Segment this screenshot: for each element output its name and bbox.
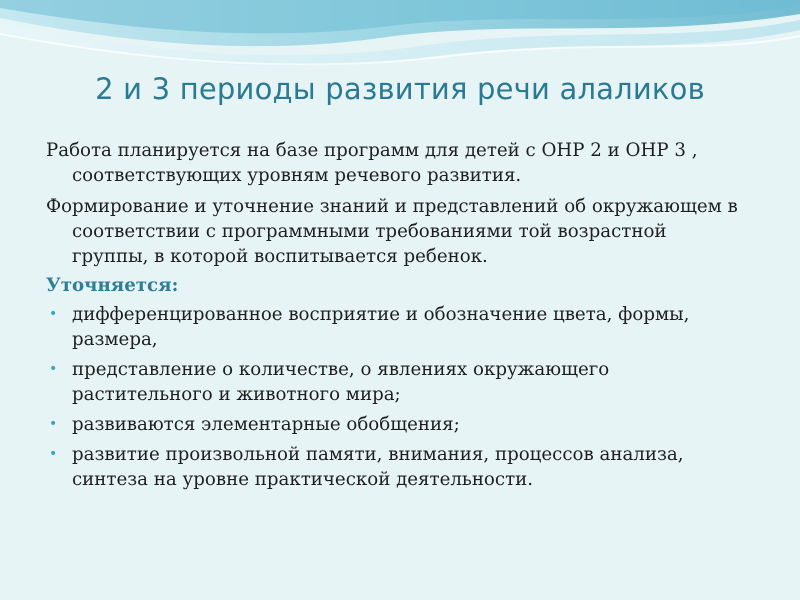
bullet-item	[46, 412, 746, 437]
bullet-text: развиваются элементарные обобщения;	[72, 414, 460, 435]
bullet-item	[46, 302, 746, 352]
bullet-icon: •	[49, 306, 58, 322]
slide-title: 2 и 3 периоды развития речи алаликов	[95, 72, 705, 106]
decorative-waves	[0, 0, 800, 80]
bullet-icon: •	[49, 446, 58, 462]
bullet-icon: •	[49, 416, 58, 432]
slide-content	[46, 138, 746, 497]
bullet-icon: •	[49, 361, 58, 377]
bullet-item	[46, 442, 746, 492]
subheading: Уточняется:	[46, 275, 179, 296]
bullet-text: дифференцированное восприятие и обозначение цвета, формы, размера,	[72, 304, 690, 350]
bullet-text: развитие произвольной памяти, внимания, процессов анализа, синтеза на уровне практической деятельности.	[72, 444, 684, 490]
bullet-item	[46, 357, 746, 407]
bullet-text: представление о количестве, о явлениях окружающего растительного и животного мира;	[72, 359, 610, 405]
paragraph: Формирование и уточнение знаний и представлений об окружающем в соответствии с программными требованиями той возрастной группы, в которой воспитывается ребенок.	[46, 196, 738, 267]
paragraph: Работа планируется на базе программ для детей с ОНР 2 и ОНР 3 , соответствующих уровням речевого развития.	[46, 140, 698, 186]
bullet-list	[46, 302, 746, 492]
